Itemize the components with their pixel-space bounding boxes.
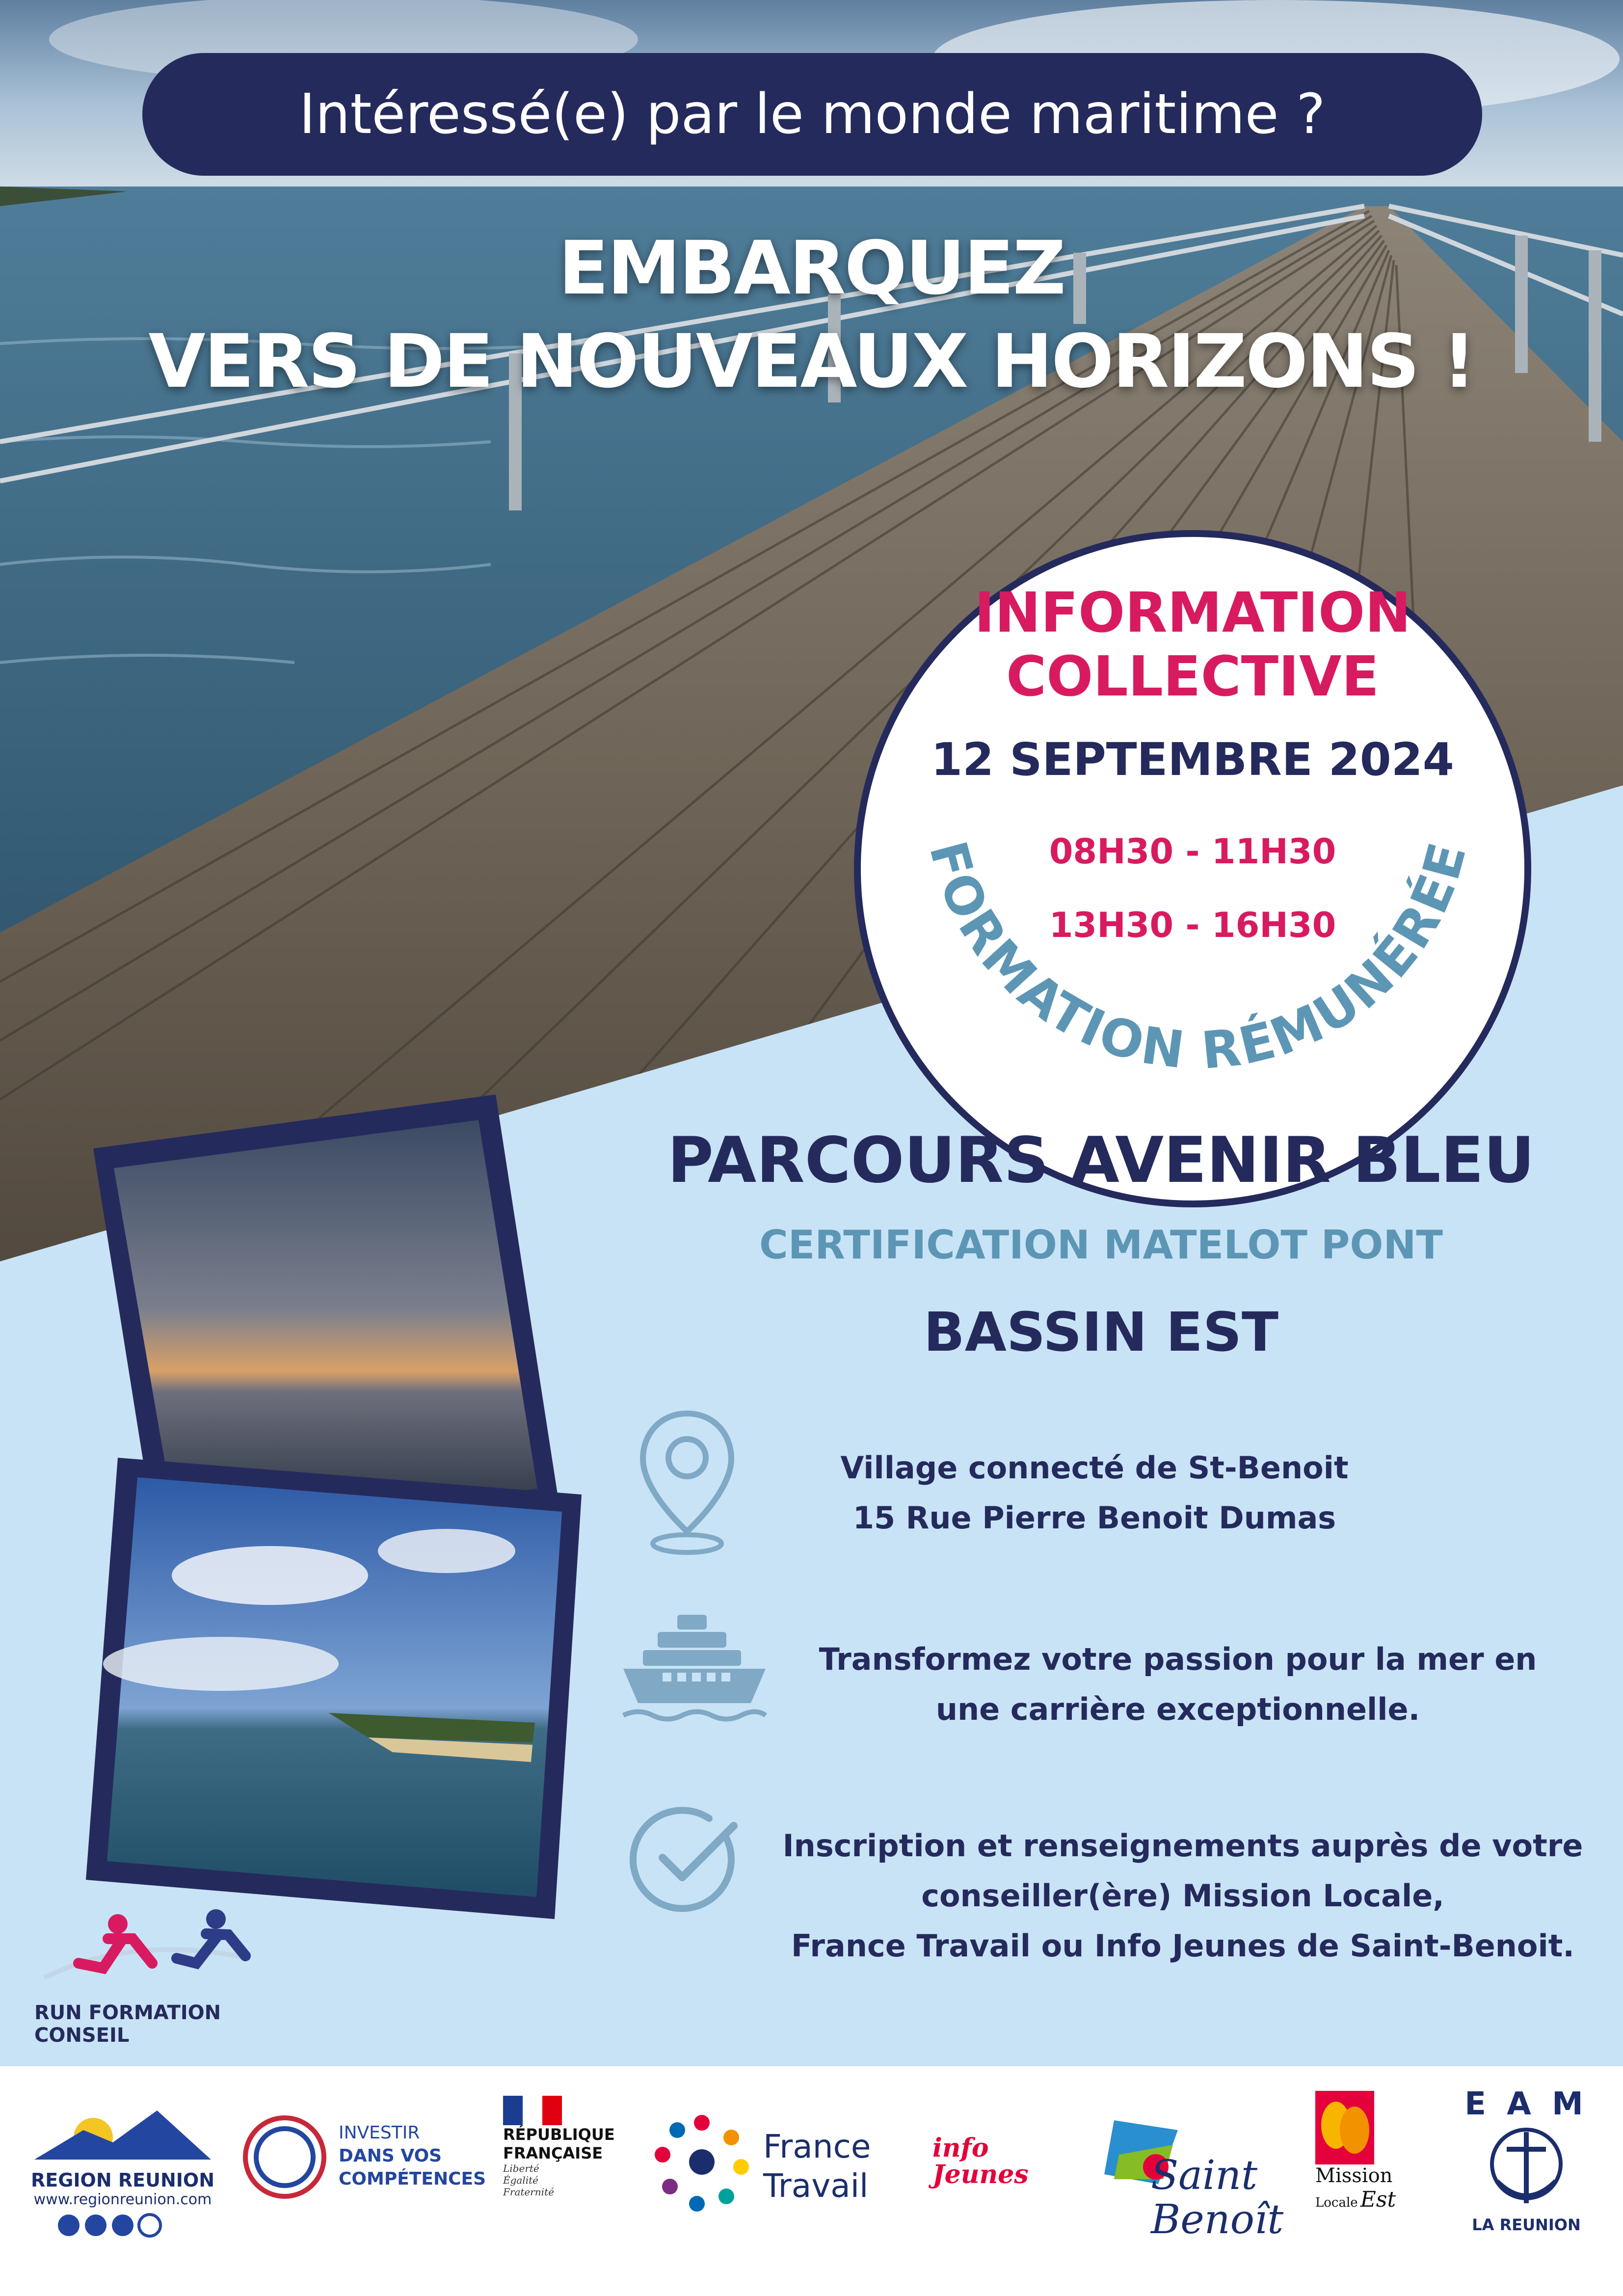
signup-line-2: conseiller(ère) Mission Locale,: [921, 1878, 1444, 1914]
ft-line-1: France: [763, 2128, 871, 2165]
eam-place: LA REUNION: [1472, 2216, 1581, 2234]
rf-motto-2: Égalité: [503, 2174, 538, 2186]
time-slot-morning: 08H30 - 11H30: [1049, 831, 1336, 872]
svg-text:FORMATION RÉMUNÉRÉE: [918, 835, 1478, 1081]
headline-line-2: VERS DE NOUVEAUX HORIZONS !: [148, 319, 1475, 404]
investir-competences-logo: [238, 2110, 486, 2238]
anchor-emblem-icon: [1472, 2122, 1580, 2216]
banner-question: Intéressé(e) par le monde maritime ?: [299, 82, 1326, 146]
circle-title-line-1: INFORMATION: [974, 581, 1411, 645]
signup-line-3: France Travail ou Info Jeunes de Saint-Benoit.: [791, 1928, 1574, 1964]
region-url: www.regionreunion.com: [33, 2191, 212, 2208]
location-pin-icon: [633, 1404, 741, 1561]
france-travail-logo: [648, 2108, 903, 2226]
rf-motto-3: Fraternité: [503, 2186, 554, 2198]
run-formation-logo-icon: [34, 1904, 260, 1993]
region-reunion-logo: [29, 2096, 216, 2263]
stbenoit-line-1: Saint: [1151, 2152, 1258, 2199]
program-region: BASSIN EST: [923, 1301, 1279, 1363]
photo-collage: [74, 1085, 589, 1929]
info-session-circle: [854, 530, 1531, 1207]
stbenoit-line-2: Benoît: [1151, 2196, 1284, 2243]
headline-line-1: EMBARQUEZ: [558, 226, 1065, 311]
investir-line-3: COMPÉTENCES: [339, 2169, 486, 2189]
rf-motto-1: Liberté: [503, 2163, 539, 2174]
investir-avenir-icon: [238, 2110, 331, 2204]
mission-line-2: Locale: [1315, 2195, 1358, 2210]
rf-line-1: RÉPUBLIQUE: [503, 2125, 615, 2144]
organizer-name: RUN FORMATION CONSEIL: [34, 2002, 221, 2047]
signup-line-1: Inscription et renseignements auprès de votre: [782, 1828, 1583, 1864]
rf-line-2: FRANÇAISE: [503, 2144, 603, 2163]
mission-locale-est-logo: [1315, 2091, 1443, 2258]
saint-benoit-logo: [1099, 2096, 1286, 2263]
cruise-ship-icon: [618, 1610, 771, 1728]
infojeunes-line-2: Jeunes: [932, 2160, 1029, 2189]
circle-title-line-2: COLLECTIVE: [1006, 645, 1380, 709]
time-slot-afternoon: 13H30 - 16H30: [1049, 905, 1336, 945]
mission-locale-faces-icon: [1315, 2091, 1374, 2164]
investir-line-1: INVESTIR: [339, 2123, 420, 2143]
investir-line-2: DANS VOS: [339, 2146, 442, 2166]
eam-la-reunion-logo: [1453, 2086, 1600, 2272]
france-travail-dots-icon: [648, 2108, 756, 2216]
arc-text: FORMATION RÉMUNÉRÉE: [917, 835, 1479, 1081]
eam-letters: E A M: [1464, 2086, 1588, 2122]
checkmark-icon: [628, 1799, 746, 1917]
ft-line-2: Travail: [763, 2167, 869, 2205]
passion-line-1: Transformez votre passion pour la mer en: [819, 1641, 1537, 1677]
marianne-flag-icon: [503, 2096, 562, 2125]
partner-logos-footer: [0, 2066, 1623, 2296]
republique-francaise-logo: [503, 2096, 631, 2258]
location-line-2: 15 Rue Pierre Benoit Dumas: [852, 1500, 1336, 1536]
info-jeunes-logo: [932, 2135, 1060, 2209]
session-date: 12 SEPTEMBRE 2024: [931, 733, 1454, 786]
region-name: REGION REUNION: [30, 2169, 214, 2191]
paid-training-arc: [861, 537, 1524, 1201]
social-icons: [29, 2208, 216, 2243]
mountain-icon: [29, 2096, 216, 2169]
mission-line-3: Est: [1360, 2187, 1396, 2212]
mission-line-1: Mission: [1315, 2164, 1393, 2187]
program-title: PARCOURS AVENIR BLEU: [667, 1124, 1535, 1197]
passion-line-2: une carrière exceptionnelle.: [935, 1691, 1420, 1727]
infojeunes-line-1: info: [932, 2133, 989, 2163]
beach-photo: [86, 1458, 582, 1919]
location-line-1: Village connecté de St-Benoit: [840, 1450, 1349, 1486]
top-banner: [142, 53, 1482, 176]
program-subtitle: CERTIFICATION MATELOT PONT: [759, 1222, 1443, 1268]
